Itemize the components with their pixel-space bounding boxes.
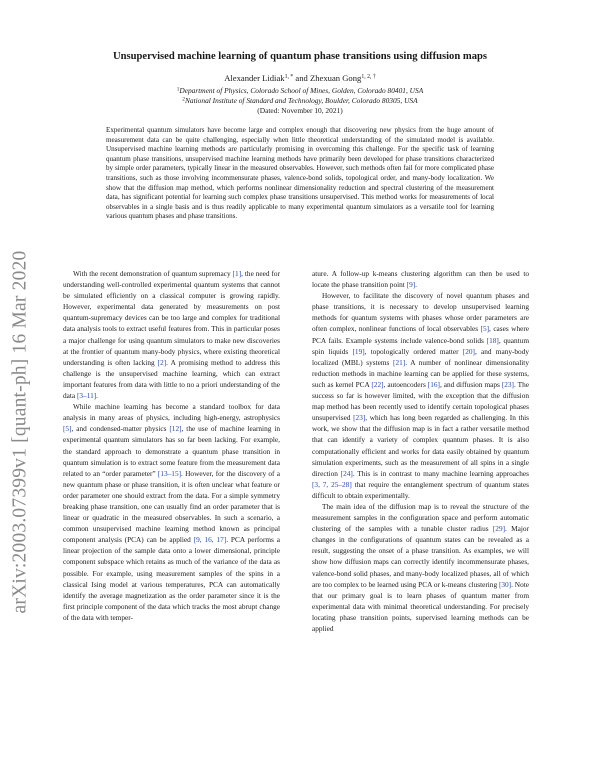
citation-link[interactable]: [2] — [157, 357, 167, 367]
body-text: , topologically ordered matter — [364, 346, 463, 356]
right-column — [312, 268, 529, 634]
author-name: Alexander Lidiak — [224, 73, 285, 83]
abstract: Experimental quantum simulators have become large and complex enough that discovering new physics from the huge amount of measurement data can be quite challenging, especially when little theoretical understanding of the simulated model is available. Unsupervised machine learning methods are particularly promising in overcoming this challenge. For the specific task of learning quantum phase transitions, unsupervised machine learning methods have primarily been developed for phase transitions characterized by simple order parameters, typically linear in the measured observables. However, such methods often fail for more complicated phase transitions, such as those involving incommensurate phases, valence-bond solids, topological order, and many-body localization. We show that the diffusion map method, which performs nonlinear dimensionality reduction and spectral clustering of the measurement data, has significant potential for learning such complex phase transitions unsupervised. This method works for measurements of local observables in a single basis and is thus readily applicable to many experimental quantum simulators as a versatile tool for learning various quantum phases and phase transitions. — [106, 126, 494, 221]
citation-link[interactable]: [20] — [462, 346, 475, 356]
body-text: . A number of nonlinear dimensionality reduction methods in machine learning can be applied for these systems, such as kernel PCA — [312, 357, 529, 389]
body-text: . — [96, 391, 98, 401]
citation-link[interactable]: [22] — [371, 379, 384, 389]
citation-link[interactable]: [29] — [492, 524, 506, 534]
author-name: Zhexuan Gong — [310, 73, 362, 83]
body-text: , quantum spin liquids — [312, 335, 529, 356]
body-text: . A promising method to address this challenge is the unsupervised machine learning, which can extract important features from data with little to no a priori understanding of the data — [63, 357, 280, 401]
body-text: . PCA performs a linear projection of the sample data onto a lower dimensional, principle component subspace which retains as much of the variance of the data as possible. For example, using measurement samples of the spins in a classical Ising model at various temperatures, PCA can automatically identify the average magnetization as the order parameter since it is the first principle component of the data which tracks the most abrupt change of the data with temper- — [63, 535, 281, 622]
body-text: , and condensed-matter physics — [71, 424, 170, 434]
citation-link[interactable]: [3–11] — [76, 391, 97, 401]
body-text: The main idea of the diffusion map is to reveal the structure of the measurement samples in the configuration space and perform automatic clustering of the samples with a tunable cluster radius — [312, 501, 529, 534]
arxiv-identifier-text: arXiv:2003.07399v1 [quant-ph] 16 Mar 2020 — [9, 250, 30, 614]
citation-link[interactable]: [5] — [480, 324, 490, 334]
paper-title: Unsupervised machine learning of quantum phase transitions using diffusion maps — [112, 51, 488, 62]
citation-link[interactable]: [18] — [486, 335, 499, 345]
citation-link[interactable]: [16] — [427, 379, 440, 389]
body-text: , autoencoders — [383, 379, 428, 389]
body-text: , which has long been regarded as challenging. In this work, we show that the diffusion map is in fact a rather versatile method that can identify a variety of complex quantum phases. It is also computationally efficient and works for data easily obtained by quantum simulation experiments, such as the measurement of all spins in a single direction — [312, 413, 529, 478]
citation-link[interactable]: [21] — [393, 357, 406, 367]
left-column — [63, 268, 280, 623]
body-text: However, to facilitate the discovery of novel quantum phases and phase transitions, it is necessary to develop unsupervised learning methods for quantum systems with phases whose order parameters are often complex, nonlinear functions of local observables — [312, 291, 529, 334]
citation-link[interactable]: [9] — [406, 280, 416, 290]
body-paragraph — [63, 268, 280, 401]
body-text: . The success so far is however limited, with the exception that the diffusion map method has been recently used to identify certain topological phases unsupervised — [312, 379, 530, 423]
body-text: , and many-body localized (MBL) systems — [312, 346, 530, 367]
body-text: , cases where PCA fails. Example systems include valence-bond solids — [312, 324, 529, 345]
body-text: . Major changes in the configurations of quantum states can be revealed as a result, suggesting the onset of a phase transition. As examples, we will show how diffusion maps can correctly identify incommensurate phases, valence-bond solid phases, and many-body localized phases, all of which are too complex to be learned using PCA or k-means clustering — [312, 524, 529, 589]
citation-link[interactable]: [23] — [501, 379, 514, 389]
author-list — [60, 73, 540, 84]
citation-link[interactable]: [19] — [352, 346, 365, 356]
body-text: . However, for the discovery of a new quantum phase or phase transition, it is often unclear what feature or order parameter one should extract from the data. For a simple symmetry breaking phase transition, one can usually find an order parameter that is linear or quadratic in the measured observables. In such a scenario, a common unsupervised machine learning method known as principal component analysis (PCA) can be applied — [63, 468, 280, 545]
body-text: , the need for understanding well-controlled experimental quantum systems that cannot be simulated efficiently on a classical computer is growing rapidly. However, experimental data generated by measurements on post quantum-supremacy devices can be too large and complex for traditional data analysis tools to extract useful features from. This in particular poses a major challenge for using quantum simulators to make new discoveries at the frontier of quantum many-body physics, where existing theoretical understanding is often lacking — [63, 269, 280, 367]
body-text: While machine learning has become a standard toolbox for data analysis in many areas of physics, including high-energy, astrophysics — [63, 402, 280, 423]
body-paragraph — [312, 268, 529, 290]
body-text: . Note that our primary goal is to learn phases of quantum matter from experimental data with minimal theoretical understanding. For precisely locating phase transition points, supervised learning methods can be applied — [312, 579, 529, 633]
date-line: (Dated: November 10, 2021) — [257, 106, 343, 115]
author-joiner: and — [295, 73, 308, 83]
author-affiliation-marker: 1, 2, † — [361, 74, 376, 80]
affiliation-marker: 2 — [182, 96, 185, 103]
author-affiliation-marker: 1, * — [284, 74, 294, 80]
affiliation — [60, 86, 540, 95]
citation-link[interactable]: [3, 7, 25–28] — [312, 479, 352, 489]
body-text: , and diffusion maps — [439, 379, 502, 389]
body-text: . — [415, 280, 417, 290]
citation-link[interactable]: [1] — [232, 269, 242, 278]
body-paragraph — [63, 401, 280, 623]
affiliation — [60, 96, 540, 105]
affiliation-marker: 1 — [176, 86, 180, 93]
citation-link[interactable]: [24] — [340, 468, 353, 478]
body-text: that require the entanglement spectrum of quantum states difficult to obtain experimentally. — [312, 479, 529, 500]
citation-link[interactable]: [5] — [63, 424, 72, 434]
affiliation-text: Department of Physics, Colorado School of Mines, Golden, Colorado 80401, USA — [179, 86, 424, 95]
body-text: ature. A follow-up k-means clustering algorithm can then be used to locate the phase transition point — [312, 269, 529, 290]
citation-link[interactable]: [30] — [498, 579, 512, 589]
body-text: , the use of machine learning in experimental quantum simulators has so far been lacking. For example, the standard approach to demonstrate a quantum phase transition in quantum simulation is to extract some feature from the measurement data related to an “order parameter” — [63, 424, 280, 478]
citation-link[interactable]: [9, 16, 17] — [193, 535, 227, 545]
citation-link[interactable]: [12] — [169, 424, 182, 434]
body-paragraph — [312, 290, 529, 501]
citation-link[interactable]: [23] — [353, 413, 366, 423]
body-text: . This is in contrast to many machine learning approaches — [352, 468, 529, 478]
arxiv-identifier-stamp — [4, 246, 36, 618]
body-text: With the recent demonstration of quantum supremacy — [73, 269, 233, 278]
body-paragraph — [312, 501, 529, 634]
affiliation-text: National Institute of Standard and Technology, Boulder, Colorado 80305, USA — [184, 96, 418, 105]
citation-link[interactable]: [13–15] — [157, 468, 182, 478]
